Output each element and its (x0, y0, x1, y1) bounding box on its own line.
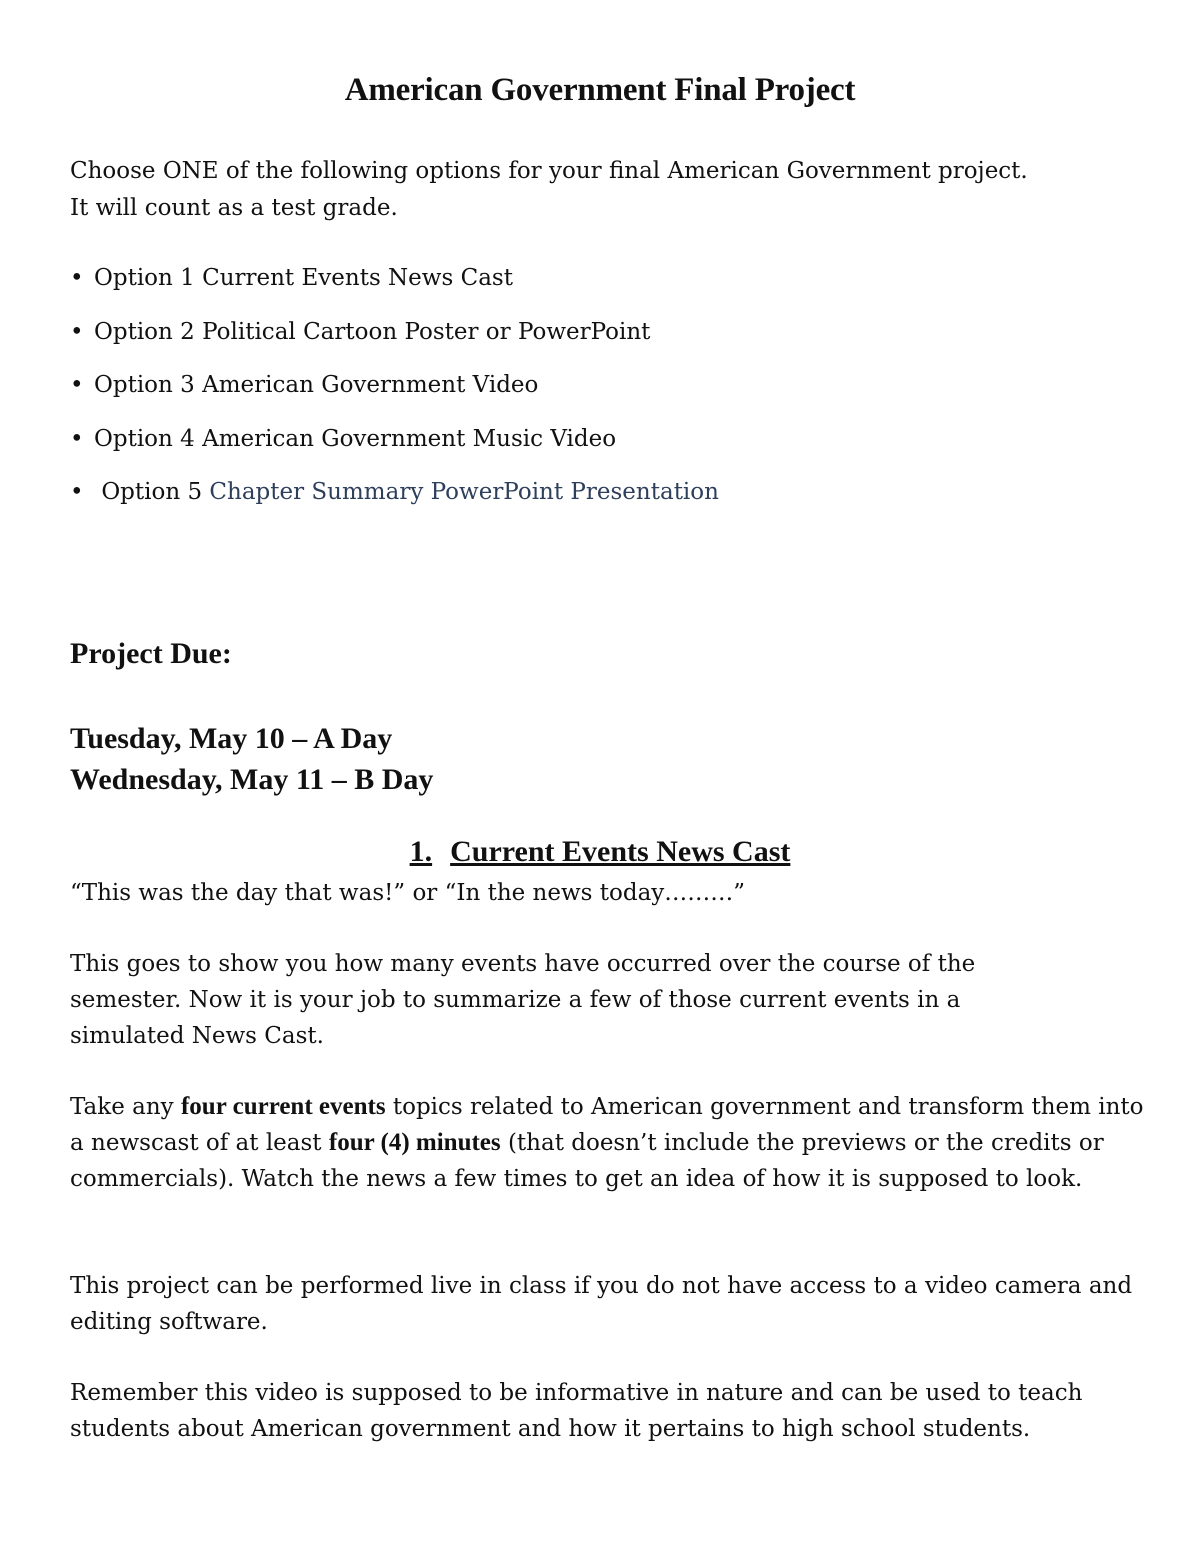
option-item-1 (70, 260, 719, 314)
option-text: American Government Video (202, 372, 539, 398)
bullet-icon: • (70, 318, 84, 345)
paragraph-text: Take any (70, 1094, 181, 1120)
options-list (70, 260, 719, 528)
section-paragraph-1: This goes to show you how many events have occurred over the course of the semester. Now it is your job to summarize a few of those current events in a simulated News Cast. (70, 951, 976, 1049)
option-text: Political Cartoon Poster or PowerPoint (202, 318, 651, 345)
section-paragraph-4: Remember this video is supposed to be informative in nature and can be used to teach students about American government and how it pertains to high school students. (70, 1380, 1083, 1442)
due-date-b-day: Wednesday, May 11 – B Day (70, 763, 434, 796)
bullet-icon: • (70, 372, 84, 398)
bullet-icon: • (70, 479, 84, 505)
due-dates (70, 718, 433, 800)
option-item-2 (70, 314, 719, 368)
paragraph-text: topics related to American government and transform them into a newscast of at least (70, 1094, 1144, 1156)
option-prefix: Option 4 (94, 425, 195, 452)
option-prefix: Option 5 (101, 479, 203, 505)
due-date-a-day: Tuesday, May 10 – A Day (70, 722, 393, 755)
section-paragraph-2 (70, 1089, 1150, 1197)
option-prefix: Option 2 (94, 318, 195, 345)
option-link-chapter-summary[interactable]: Chapter Summary PowerPoint Presentation (209, 479, 719, 505)
bullet-icon: • (70, 265, 84, 291)
project-due-heading: Project Due: (70, 637, 232, 670)
intro-text: Choose ONE of the following options for your final American Government project. It will count as a test grade. (70, 158, 1028, 221)
option-text: Current Events News Cast (202, 265, 513, 291)
section-title-text: Current Events News Cast (450, 835, 791, 868)
option-text: American Government Music Video (202, 425, 617, 452)
section-paragraph-3: This project can be performed live in class if you do not have access to a video camera and editing software. (70, 1273, 1133, 1335)
option-item-5 (70, 474, 719, 528)
paragraph-text: (that doesn’t include the previews or the credits or commercials). Watch the news a few times to get an idea of how it is supposed to look. (70, 1130, 1104, 1192)
section-number: 1. (409, 835, 433, 868)
bullet-icon: • (70, 425, 84, 452)
section-tagline: “This was the day that was!” or “In the news today………” (70, 880, 746, 906)
emphasis-four-current-events: four current events (180, 1093, 386, 1120)
document-title: American Government Final Project (344, 72, 856, 108)
option-prefix: Option 3 (94, 372, 195, 398)
section-1-title (0, 835, 1200, 869)
option-item-4 (70, 421, 719, 475)
emphasis-four-minutes: four (4) minutes (328, 1129, 501, 1156)
option-prefix: Option 1 (94, 265, 195, 291)
option-item-3 (70, 367, 719, 421)
